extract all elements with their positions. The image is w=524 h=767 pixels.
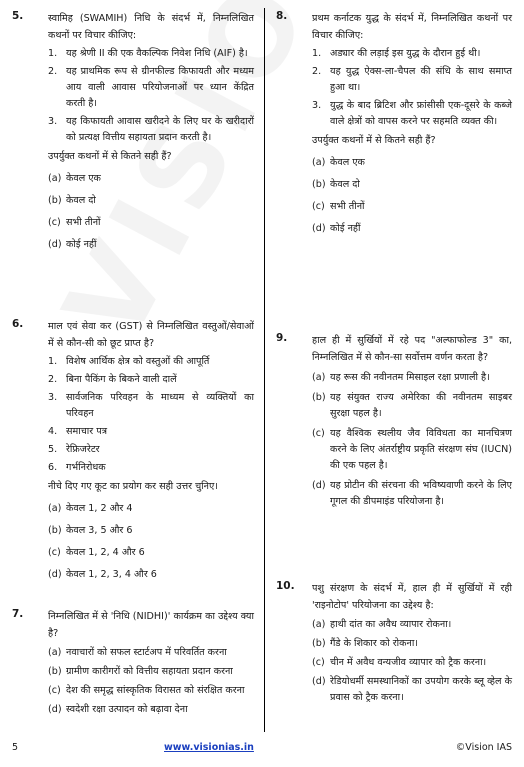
statement: 2. यह युद्ध ऐक्स-ला-चैपल की संधि के साथ समाप्त हुआ था। <box>312 66 512 93</box>
question-5 <box>12 10 254 253</box>
option: (c) सभी तीनों <box>48 217 101 228</box>
option: (a) यह रूस की नवीनतम मिसाइल रक्षा प्रणाली है। <box>312 372 490 383</box>
statement: 6. गर्भनिरोधक <box>48 462 106 473</box>
statement: 1. विशेष आर्थिक क्षेत्र को वस्तुओं की आपूर्ति <box>48 356 210 367</box>
question-stem: स्वामिह (SWAMIH) निधि के संदर्भ में, निम्नलिखित कथनों पर विचार कीजिए: <box>48 13 254 41</box>
question-10 <box>276 580 512 706</box>
option: (d) स्वदेशी रक्षा उत्पादन को बढ़ावा देना <box>48 704 188 715</box>
question-9 <box>276 332 512 510</box>
statement: 3. युद्ध के बाद ब्रिटिश और फ्रांसीसी एक-दूसरे के कब्जे वाले क्षेत्रों को वापस करने पर सहमति व्यक्त की। <box>312 100 512 127</box>
copyright-brand: ©Vision IAS <box>455 742 512 753</box>
option: (b) यह संयुक्त राज्य अमेरिका की नवीनतम साइबर सुरक्षा पहल है। <box>312 392 512 419</box>
question-prompt: उपर्युक्त कथनों में से कितने सही हैं? <box>48 151 172 162</box>
question-stem: निम्नलिखित में से 'निधि (NIDHI)' कार्यक्रम का उद्देश्य क्या है? <box>48 611 254 639</box>
statement: 3. सार्वजनिक परिवहन के माध्यम से व्यक्तियों का परिवहन <box>48 392 254 419</box>
statement: 2. बिना पैकिंग के बिकने वाली दालें <box>48 374 177 385</box>
option: (d) केवल 1, 2, 3, 4 और 6 <box>48 569 157 580</box>
option: (b) ग्रामीण कारीगरों को वित्तीय सहायता प्रदान करना <box>48 666 233 677</box>
option: (d) कोई नहीं <box>312 223 361 234</box>
option: (c) केवल 1, 2, 4 और 6 <box>48 547 145 558</box>
column-divider <box>264 8 265 732</box>
question-stem: प्रथम कर्नाटक युद्ध के संदर्भ में, निम्नलिखित कथनों पर विचार कीजिए: <box>312 13 512 41</box>
option: (a) केवल एक <box>312 157 365 168</box>
question-prompt: उपर्युक्त कथनों में से कितने सही हैं? <box>312 135 436 146</box>
option: (d) कोई नहीं <box>48 239 97 250</box>
question-stem: माल एवं सेवा कर (GST) से निम्नलिखित वस्तुओं/सेवाओं में से कौन-सी को छूट प्राप्त है? <box>48 321 254 349</box>
question-8 <box>276 10 512 237</box>
option: (c) चीन में अवैध वन्यजीव व्यापार को ट्रैक करना। <box>312 657 487 668</box>
question-number: 9. <box>276 332 288 344</box>
question-7 <box>12 608 254 718</box>
statement: 1. अड्यार की लड़ाई इस युद्ध के दौरान हुई थी। <box>312 48 481 59</box>
question-stem: हाल ही में सुर्खियों में रहे पद "अल्फाफोल्ड 3" का, निम्नलिखित में से कौन-सा सर्वोत्तम वर्णन करता है? <box>312 335 512 363</box>
question-number: 7. <box>12 608 24 620</box>
question-number: 10. <box>276 580 295 592</box>
option: (d) यह प्रोटीन की संरचना की भविष्यवाणी करने के लिए गूगल की डीपमाइंड परियोजना है। <box>312 480 512 507</box>
statement: 5. रेफ्रिजरेटर <box>48 444 100 455</box>
option: (c) यह वैश्विक स्थलीय जैव विविधता का मानचित्रण करने के लिए अंतर्राष्ट्रीय प्रकृति संरक्षण संघ (IUCN) की एक पहल है। <box>312 428 512 471</box>
question-number: 6. <box>12 318 24 330</box>
question-stem: पशु संरक्षण के संदर्भ में, हाल ही में सुर्खियों में रही 'राइनोटोप' परियोजना का उद्देश्य है: <box>312 583 512 611</box>
statement: 1. यह श्रेणी II की एक वैकल्पिक निवेश निधि (AIF) है। <box>48 48 248 59</box>
statement: 3. यह किफायती आवास खरीदने के लिए घर के खरीदारों को प्रत्यक्ष वित्तीय सहायता प्रदान करती है। <box>48 116 254 143</box>
option: (c) सभी तीनों <box>312 201 365 212</box>
option: (b) केवल दो <box>312 179 360 190</box>
option: (b) गैंडे के शिकार को रोकना। <box>312 638 418 649</box>
option: (b) केवल 3, 5 और 6 <box>48 525 133 536</box>
option: (a) केवल एक <box>48 173 101 184</box>
option: (a) नवाचारों को सफल स्टार्टअप में परिवर्तित करना <box>48 647 227 658</box>
option: (c) देश की समृद्ध सांस्कृतिक विरासत को संरक्षित करना <box>48 685 245 696</box>
option: (d) रेडियोधर्मी समस्थानिकों का उपयोग करके ब्लू व्हेल के प्रवास को ट्रैक करना। <box>312 676 512 703</box>
option: (a) केवल 1, 2 और 4 <box>48 503 133 514</box>
question-number: 8. <box>276 10 288 22</box>
website-link[interactable]: www.visionias.in <box>164 742 254 753</box>
option: (a) हाथी दांत का अवैध व्यापार रोकना। <box>312 619 452 630</box>
question-6 <box>12 318 254 583</box>
statement: 4. समाचार पत्र <box>48 426 108 437</box>
question-prompt: नीचे दिए गए कूट का प्रयोग कर सही उत्तर चुनिए। <box>48 481 218 492</box>
question-number: 5. <box>12 10 24 22</box>
page-number: 5 <box>12 742 19 753</box>
option: (b) केवल दो <box>48 195 96 206</box>
statement: 2. यह प्राथमिक रूप से ग्रीनफील्ड किफायती और मध्यम आय वाली आवास परियोजनाओं पर ध्यान केंद्रित करती है। <box>48 66 254 109</box>
